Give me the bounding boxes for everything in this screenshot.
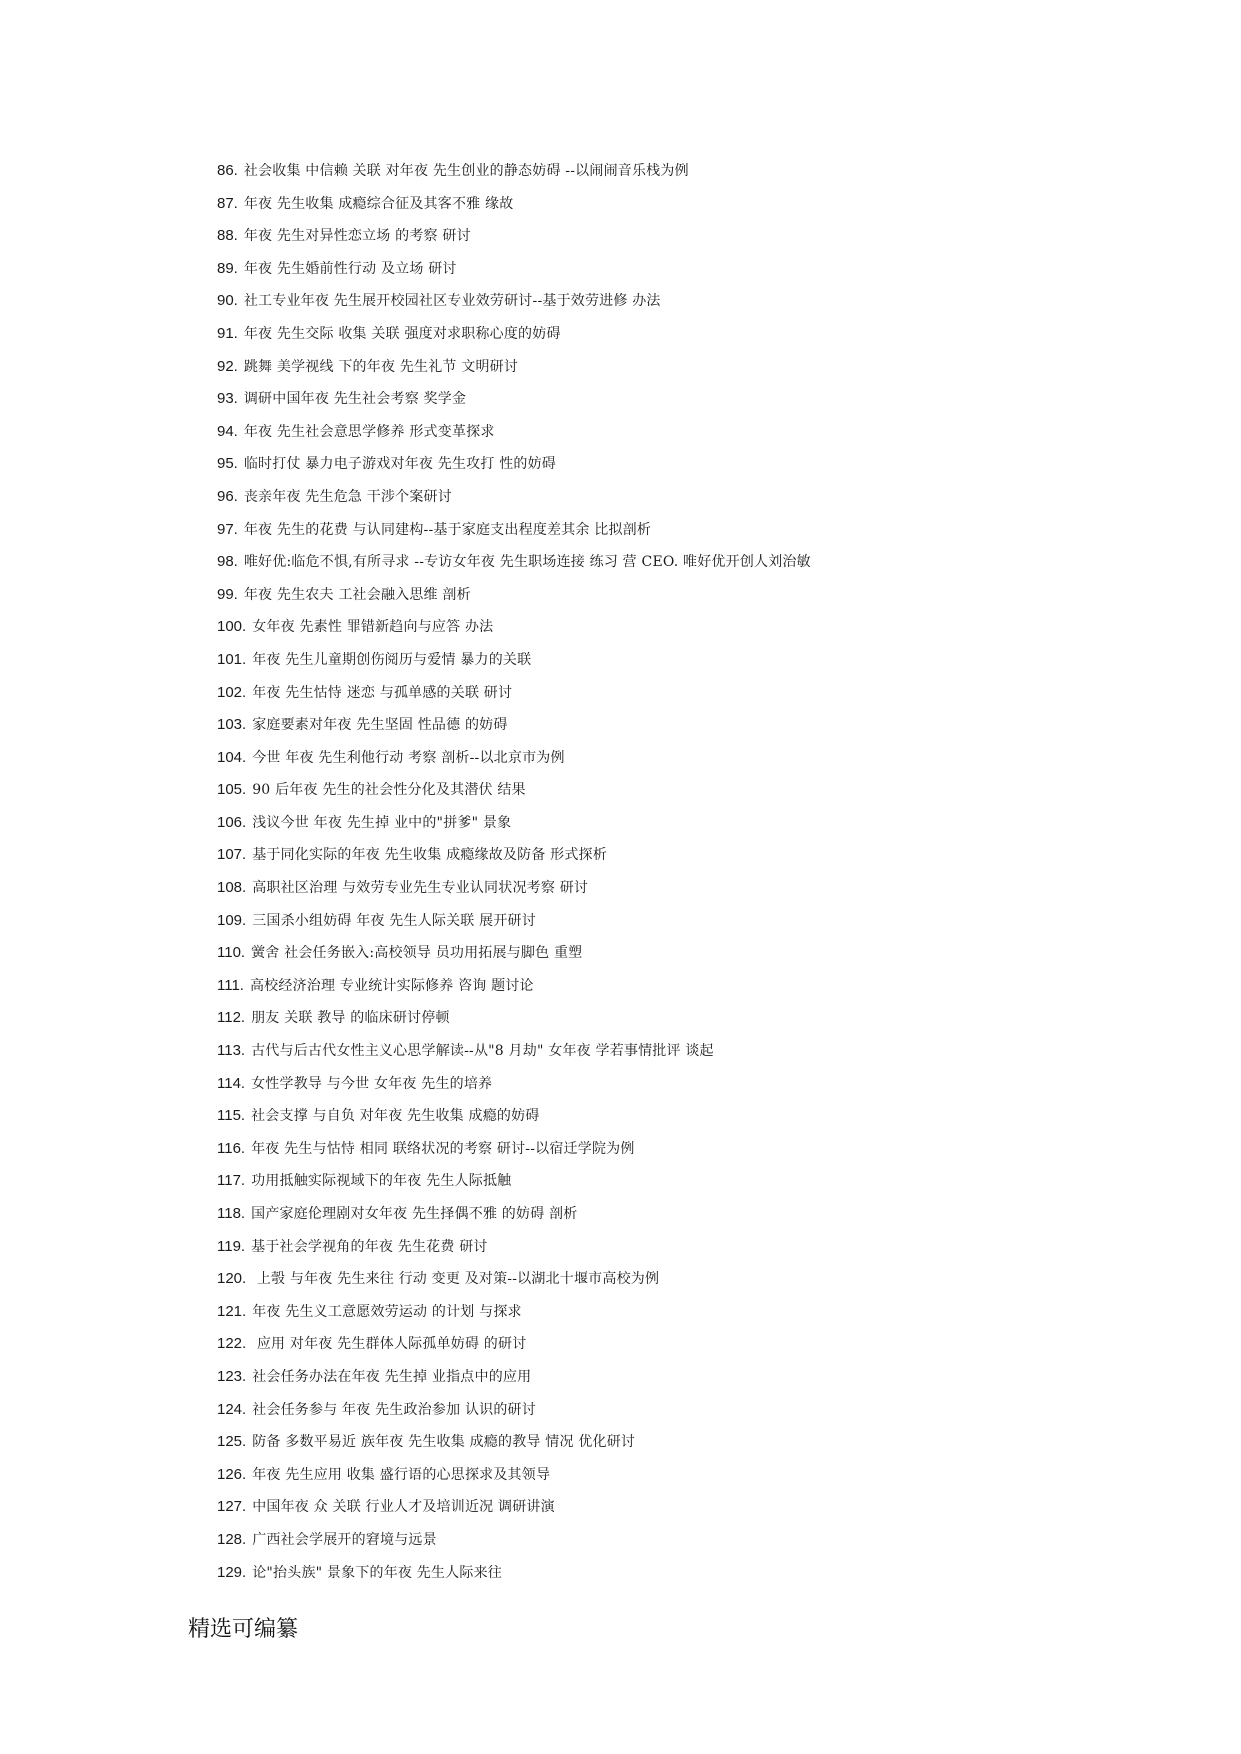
list-item — [217, 1524, 1157, 1557]
list-item — [217, 1035, 1157, 1068]
item-number: 118. — [217, 1205, 246, 1222]
list-item — [217, 677, 1157, 710]
list-item — [217, 1557, 1157, 1590]
item-text: 家庭要素对年夜 先生坚固 性品德 的妨碍 — [252, 717, 508, 734]
list-item — [217, 937, 1157, 970]
item-number: 119. — [217, 1237, 246, 1255]
list-item — [217, 481, 1157, 514]
item-text: 年夜 先生交际 收集 关联 强度对求职称心度的妨碍 — [243, 325, 561, 342]
list-item — [217, 318, 1157, 351]
item-number: 128. — [217, 1530, 247, 1548]
list-item — [217, 416, 1157, 449]
item-number: 116. — [217, 1139, 246, 1157]
item-text: 三国杀小组妨碍 年夜 先生人际关联 展开研讨 — [252, 912, 536, 929]
item-number: 123. — [217, 1367, 247, 1385]
item-number: 93. — [217, 390, 238, 408]
item-number: 90. — [217, 292, 238, 310]
list-item — [217, 1165, 1157, 1198]
item-number: 102. — [217, 683, 247, 701]
item-text: 女年夜 先素性 罪错新趋向与应答 办法 — [252, 619, 494, 636]
item-text: 社会收集 中信赖 关联 对年夜 先生创业的静态妨碍 --以闹闹音乐栈为例 — [243, 163, 689, 179]
item-text: 调研中国年夜 先生社会考察 奖学金 — [243, 391, 467, 408]
list-item — [217, 611, 1157, 644]
item-text: 国产家庭伦理剧对女年夜 先生择偶不雅 的妨碍 剖析 — [251, 1206, 578, 1222]
item-text: 中国年夜 众 关联 行业人才及培训近况 调研讲演 — [252, 1499, 555, 1516]
item-number: 110. — [217, 944, 246, 962]
item-text: 年夜 先生农夫 工社会融入思维 剖析 — [243, 586, 471, 603]
item-text: 防备 多数平易近 族年夜 先生收集 成瘾的教导 情况 优化研讨 — [252, 1434, 636, 1451]
item-text: 社工专业年夜 先生展开校园社区专业效劳研讨--基于效劳进修 办法 — [243, 293, 661, 310]
item-number: 111. — [217, 976, 244, 994]
item-number: 125. — [217, 1433, 247, 1451]
item-text: 社会任务办法在年夜 先生掉 业指点中的应用 — [252, 1368, 532, 1385]
list-item — [217, 1068, 1157, 1101]
item-text: 高职社区治理 与效劳专业先生专业认同状况考察 研讨 — [252, 880, 589, 897]
item-number: 101. — [217, 650, 247, 668]
item-text: 功用抵触实际视域下的年夜 先生人际抵触 — [251, 1173, 512, 1190]
item-text: 社会支撑 与自负 对年夜 先生收集 成瘾的妨碍 — [251, 1108, 540, 1125]
item-number: 108. — [217, 879, 247, 897]
item-text: 年夜 先生婚前性行动 及立场 研讨 — [243, 260, 457, 277]
footer-note: 精选可编纂 — [188, 1617, 299, 1642]
item-text: 跳舞 美学视线 下的年夜 先生礼节 文明研讨 — [243, 358, 519, 375]
item-text: 唯好优:临危不惧,有所寻求 --专访女年夜 先生职场连接 练习 营 CEO. 唯好优开创人刘治敏 — [243, 554, 811, 571]
item-text: 年夜 先生与怙恃 相同 联络状况的考察 研讨--以宿迁学院为例 — [251, 1140, 635, 1157]
item-text: 黉舍 社会任务嵌入:高校领导 员功用拓展与脚色 重塑 — [251, 945, 583, 962]
item-text: 年夜 先生社会意思学修养 形式变革探求 — [243, 423, 495, 440]
item-number: 98. — [217, 553, 238, 571]
list-item — [217, 774, 1157, 807]
item-number: 87. — [217, 194, 238, 212]
list-item — [217, 1263, 1157, 1296]
list-item — [217, 644, 1157, 677]
list-item — [217, 1296, 1157, 1329]
list-item — [217, 709, 1157, 742]
item-text: 年夜 先生儿童期创伤阅历与爱情 暴力的关联 — [252, 651, 532, 668]
item-number: 126. — [217, 1465, 247, 1483]
list-item — [217, 383, 1157, 416]
item-text: 年夜 先生怙恃 迷恋 与孤单感的关联 研讨 — [252, 684, 513, 701]
item-number: 86. — [217, 162, 238, 179]
item-number: 89. — [217, 259, 238, 277]
item-text: 年夜 先生义工意愿效劳运动 的计划 与探求 — [252, 1303, 522, 1320]
item-text: 丧亲年夜 先生危急 干涉个案研讨 — [243, 488, 452, 505]
item-number: 104. — [217, 748, 247, 766]
list-item — [217, 1231, 1157, 1264]
item-number: 129. — [217, 1563, 247, 1581]
item-number: 92. — [217, 357, 238, 375]
item-text: 论"抬头族" 景象下的年夜 先生人际来往 — [252, 1564, 502, 1581]
list-item — [217, 872, 1157, 905]
list-item — [217, 1361, 1157, 1394]
item-number: 88. — [217, 227, 238, 245]
item-number: 99. — [217, 585, 238, 603]
item-number: 95. — [217, 455, 238, 473]
item-text: 临时打仗 暴力电子游戏对年夜 先生攻打 性的妨碍 — [243, 456, 557, 473]
item-text: 朋友 关联 教导 的临床研讨停顿 — [251, 1010, 450, 1027]
item-text: 社会任务参与 年夜 先生政治参加 认识的研讨 — [252, 1401, 536, 1418]
list-item — [217, 1491, 1157, 1524]
list-item — [217, 253, 1157, 286]
list-item — [217, 1198, 1157, 1231]
item-number: 115. — [217, 1107, 246, 1125]
list-item — [217, 905, 1157, 938]
item-text: 古代与后古代女性主义心思学解读--从"8 月劫" 女年夜 学若事情批评 谈起 — [251, 1043, 714, 1060]
item-number: 127. — [217, 1498, 247, 1516]
item-number: 94. — [217, 422, 238, 440]
list-item — [217, 546, 1157, 579]
list-item — [217, 1328, 1157, 1361]
item-text: 年夜 先生的花费 与认同建构--基于家庭支出程度差其余 比拟剖析 — [243, 521, 652, 538]
list-item — [217, 970, 1157, 1003]
item-number: 105. — [217, 781, 247, 799]
item-number: 107. — [217, 846, 247, 864]
item-number: 122. — [217, 1335, 247, 1353]
item-number: 91. — [217, 324, 238, 342]
item-number: 112. — [217, 1009, 246, 1027]
item-text: 90 后年夜 先生的社会性分化及其潜伏 结果 — [252, 782, 526, 799]
item-number: 121. — [217, 1302, 247, 1320]
list-item — [217, 220, 1157, 253]
item-number: 97. — [217, 520, 238, 538]
item-number: 114. — [217, 1074, 246, 1092]
item-number: 113. — [217, 1042, 246, 1060]
item-number: 124. — [217, 1400, 247, 1418]
item-text: 女性学教导 与今世 女年夜 先生的培养 — [251, 1075, 493, 1092]
list-item — [217, 579, 1157, 612]
list-item — [217, 742, 1157, 775]
list-item — [217, 155, 1157, 188]
list-item — [217, 1100, 1157, 1133]
item-text: 基于同化实际的年夜 先生收集 成瘾缘故及防备 形式探析 — [252, 847, 607, 864]
list-item — [217, 1002, 1157, 1035]
item-number: 100. — [217, 618, 247, 636]
item-number: 103. — [217, 716, 247, 734]
list-item — [217, 1459, 1157, 1492]
list-item — [217, 807, 1157, 840]
item-number: 117. — [217, 1172, 246, 1190]
list-item — [217, 285, 1157, 318]
item-text: 应用 对年夜 先生群体人际孤单妨碍 的研讨 — [252, 1336, 527, 1353]
item-number: 106. — [217, 813, 247, 831]
item-text: 浅议今世 年夜 先生掉 业中的"拼爹" 景象 — [252, 814, 512, 831]
list-item — [217, 448, 1157, 481]
list-item — [217, 1133, 1157, 1166]
list-item — [217, 351, 1157, 384]
list-item — [217, 1394, 1157, 1427]
item-text: 年夜 先生应用 收集 盛行语的心思探求及其领导 — [252, 1466, 551, 1483]
item-number: 109. — [217, 911, 247, 929]
item-text: 年夜 先生收集 成瘾综合征及其客不雅 缘故 — [243, 195, 514, 212]
item-number: 120. — [217, 1270, 247, 1288]
item-text: 广西社会学展开的窘境与远景 — [252, 1531, 437, 1548]
list-item — [217, 1426, 1157, 1459]
list-item — [217, 839, 1157, 872]
topic-list — [217, 155, 1157, 1589]
list-item — [217, 514, 1157, 547]
item-text: 今世 年夜 先生利他行动 考察 剖析--以北京市为例 — [252, 749, 565, 766]
item-text: 基于社会学视角的年夜 先生花费 研讨 — [251, 1238, 488, 1255]
list-item — [217, 188, 1157, 221]
item-text: 年夜 先生对异性恋立场 的考察 研讨 — [243, 228, 471, 245]
item-text: 上彀 与年夜 先生来往 行动 变更 及对策--以湖北十堰市高校为例 — [252, 1271, 660, 1288]
item-text: 高校经济治理 专业统计实际修养 咨询 题讨论 — [249, 977, 534, 994]
item-number: 96. — [217, 487, 238, 505]
